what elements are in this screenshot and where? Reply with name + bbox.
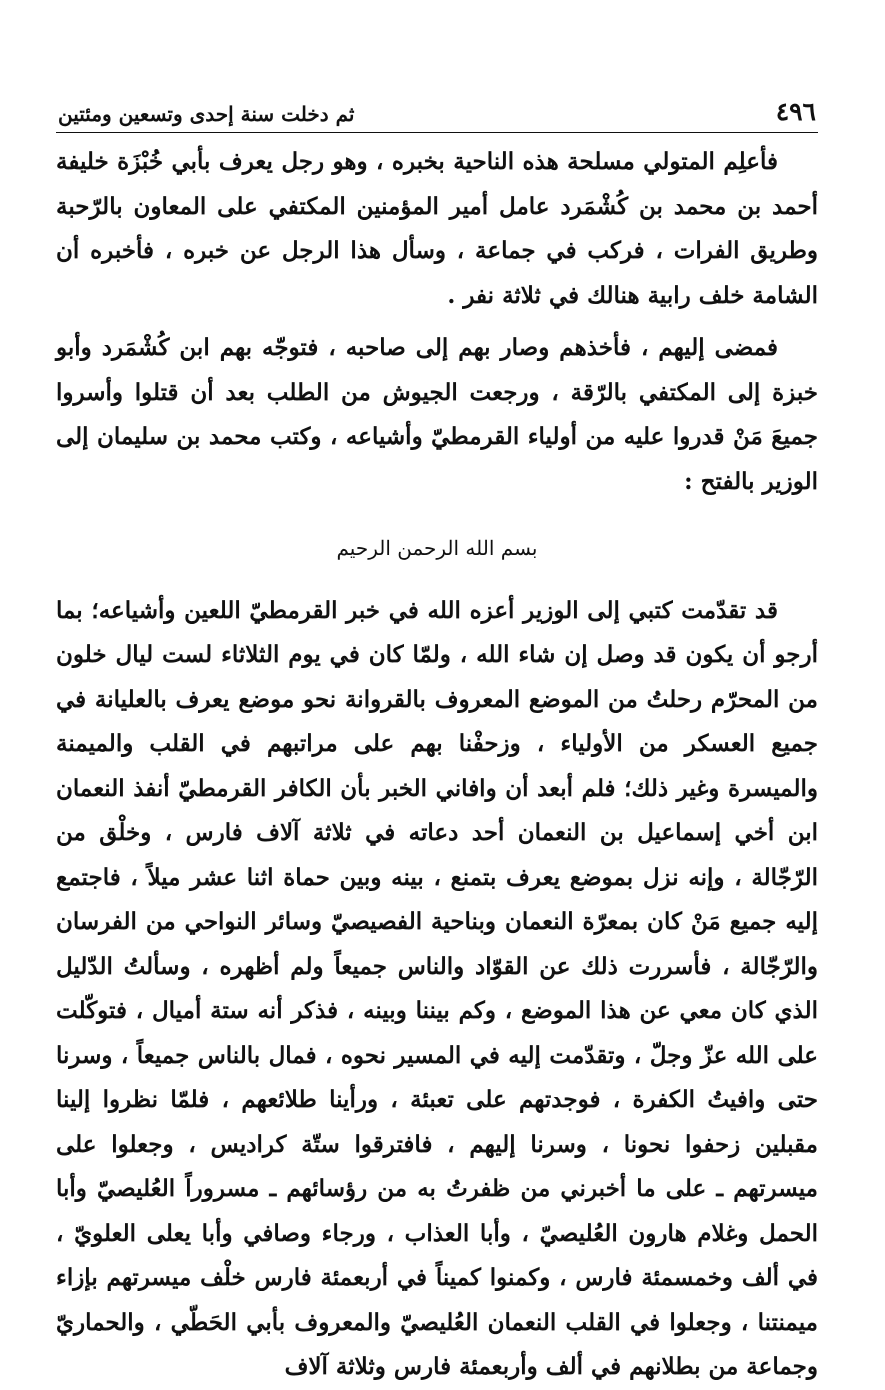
main-text <box>56 140 818 1390</box>
running-header <box>58 86 816 126</box>
header-divider <box>56 132 818 133</box>
basmala-heading: بسم الله الرحمن الرحيم <box>336 536 538 560</box>
running-title: ثم دخلت سنة إحدى وتسعين ومئتين <box>58 102 355 126</box>
paragraph: فأعلِم المتولي مسلحة هذه الناحية بخبره ، وهو رجل يعرف بأبي خُبْزَة خليفة أحمد بن محمد بن كُشْمَرد عامل أمير المؤمنين المكتفي على المعاون بالرّحبة وطريق الفرات ، فركب في جماعة ، وسأل هذا الرجل عن خبره ، فأخبره أن الشامة خلف رابية هنالك في ثلاثة نفر . <box>56 148 818 309</box>
page-number: ٤٩٦ <box>775 97 816 126</box>
letter-paragraph: قد تقدّمت كتبي إلى الوزير أعزه الله في خبر القرمطيّ اللعين وأشياعه؛ بما أرجو أن يكون قد وصل إن شاء الله ، ولمّا كان في يوم الثلاثاء لست ليال خلون من المحرّم رحلتُ من الموضع المعروف بالقروانة نحو موضع يعرف بالعليانة في جميع العسكر من الأولياء ، وزحفْنا بهم على مراتبهم في القلب والميمنة والميسرة وغير ذلك؛ فلم أبعد أن وافاني الخبر بأن الكافر القرمطيّ أنفذ النعمان ابن أخي إسماعيل بن النعمان أحد دعاته في ثلاثة آلاف فارس ، وخلْق من الرّجّالة ، وإنه نزل بموضع يعرف بتمنع ، بينه وبين حماة اثنا عشر ميلاً ، فاجتمع إليه جميع مَنْ كان بمعرّة النعمان وبناحية الفصيصيّ وسائر النواحي من الفرسان والرّجّالة ، فأسررت ذلك عن القوّاد والناس جميعاً ولم أظهره ، وسألتُ الدّليل الذي كان معي عن هذا الموضع ، وكم بيننا وبينه ، فذكر أنه ستة أميال ، فتوكّلت على الله عزّ وجلّ ، وتقدّمت إليه في المسير نحوه ، فمال بالناس جميعاً ، وسرنا حتى وافيتُ الكفرة ، فوجدتهم على تعبئة ، ورأينا طلائعهم ، فلمّا نظروا إلينا مقبلين زحفوا نحونا ، وسرنا إليهم ، فافترقوا ستّة كراديس ، وجعلوا على ميسرتهم ـ على ما أخبرني من ظفرتُ به من رؤسائهم ـ مسروراً العُليصيّ وأبا الحمل وغلام هارون العُليصيّ ، وأبا العذاب ، ورجاء وصافي وأبا يعلى العلويّ ، في ألف وخمسمئة فارس ، وكمنوا كميناً في أربعمئة فارس خلْف ميسرتهم بإزاء ميمنتنا ، وجعلوا في القلب النعمان العُليصيّ والمعروف بأبي الحَطّي ، والحماريّ وجماعة من بطلانهم في ألف وأربعمئة فارس وثلاثة آلاف <box>56 596 818 1380</box>
paragraph: فمضى إليهم ، فأخذهم وصار بهم إلى صاحبه ، فتوجّه بهم ابن كُشْمَرد وأبو خبزة إلى المكتفي بالرّقة ، ورجعت الجيوش من الطلب بعد أن قتلوا وأسروا جميعَ مَنْ قدروا عليه من أولياء القرمطيّ وأشياعه ، وكتب محمد بن سليمان إلى الوزير بالفتح : <box>56 334 818 495</box>
